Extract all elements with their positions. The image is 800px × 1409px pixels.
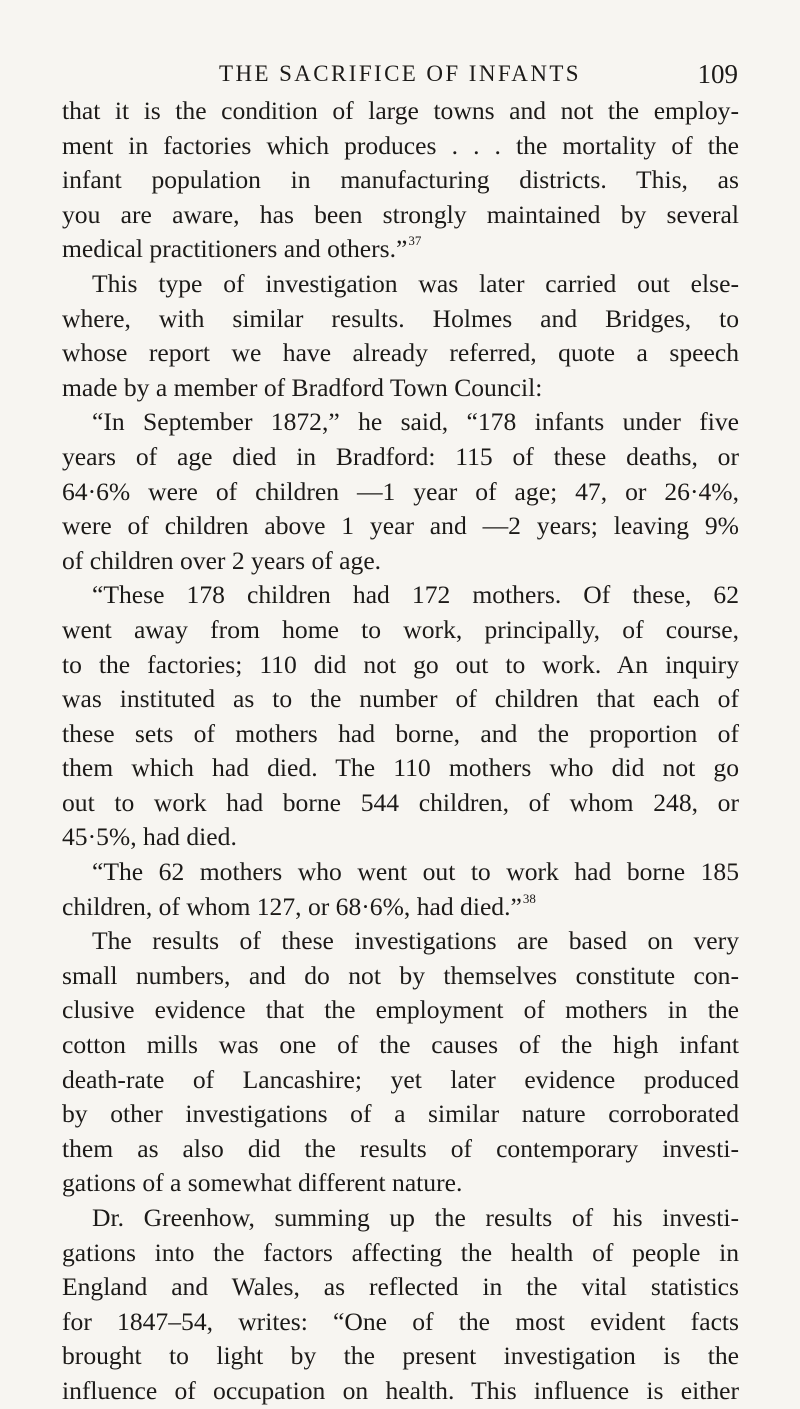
text-line: out to work had borne 544 children, of whom 248, or (62, 787, 739, 817)
text-line: made by a member of Bradford Town Council: (62, 372, 543, 402)
text-line: England and Wales, as reflected in the vital statistics (62, 1272, 739, 1302)
footnote-ref-38: 38 (522, 890, 536, 906)
text-line: for 1847–54, writes: “One of the most evident facts (62, 1306, 739, 1336)
text-line-with-footnote (62, 890, 739, 925)
text-line: “In September 1872,” he said, “178 infants under five (92, 407, 739, 437)
text-line: where, with similar results. Holmes and Bridges, to (62, 303, 739, 333)
text-line: clusive evidence that the employment of mothers in the (62, 995, 739, 1025)
text-line: “The 62 mothers who went out to work had borne 185 (92, 857, 739, 887)
text-line: whose report we have already referred, quote a speech (62, 338, 739, 368)
text-line: brought to light by the present investigation is the (62, 1341, 739, 1371)
text-line: The results of these investigations are based on very (92, 926, 739, 956)
text-line: influence of occupation on health. This influence is either (62, 1375, 739, 1405)
text-line: gations of a somewhat different nature. (62, 1168, 463, 1198)
text-line: infant population in manufacturing districts. This, as (62, 165, 739, 195)
text-line: years of age died in Bradford: 115 of these deaths, or (62, 441, 739, 471)
text-line: 45·5%, had died. (62, 822, 237, 852)
text-line: of children over 2 years of age. (62, 545, 382, 575)
page-number: 109 (697, 59, 738, 89)
body-text (62, 94, 739, 1409)
text-line: “These 178 children had 172 mothers. Of these, 62 (92, 580, 739, 610)
text-line: these sets of mothers had borne, and the proportion of (62, 718, 739, 748)
text-line-with-footnote (62, 232, 739, 267)
text-line: them as also did the results of contemporary investi- (62, 1133, 739, 1163)
text-line: ment in factories which produces . . . the mortality of the (62, 130, 739, 160)
text-line: that it is the condition of large towns and not the employ- (62, 96, 739, 125)
running-title: THE SACRIFICE OF INFANTS (219, 61, 581, 86)
text-line: them which had died. The 110 mothers who did not go (62, 753, 739, 783)
text-line: children, of whom 127, or 68·6%, had died.” (62, 891, 522, 921)
text-line: you are aware, has been strongly maintained by several (62, 199, 739, 229)
footnote-ref-37: 37 (408, 233, 422, 249)
text-line: went away from home to work, principally, of course, (62, 614, 739, 644)
text-line: death-rate of Lancashire; yet later evidence produced (62, 1064, 739, 1094)
text-line: 64·6% were of children —1 year of age; 47, or 26·4%, (62, 476, 739, 506)
text-line: by other investigations of a similar nature corroborated (62, 1099, 739, 1129)
text-line: was instituted as to the number of children that each of (62, 684, 739, 714)
running-head (62, 54, 738, 94)
text-line: small numbers, and do not by themselves constitute con- (62, 960, 739, 990)
text-line: to the factories; 110 did not go out to work. An inquiry (62, 649, 739, 679)
text-line: gations into the factors affecting the health of people in (62, 1237, 739, 1267)
text-line: This type of investigation was later carried out else- (92, 268, 739, 298)
text-line: Dr. Greenhow, summing up the results of his investi- (92, 1203, 739, 1232)
text-line: were of children above 1 year and —2 years; leaving 9% (62, 511, 739, 541)
text-line: medical practitioners and others.” (62, 234, 408, 264)
text-line: cotton mills was one of the causes of the high infant (62, 1030, 739, 1060)
